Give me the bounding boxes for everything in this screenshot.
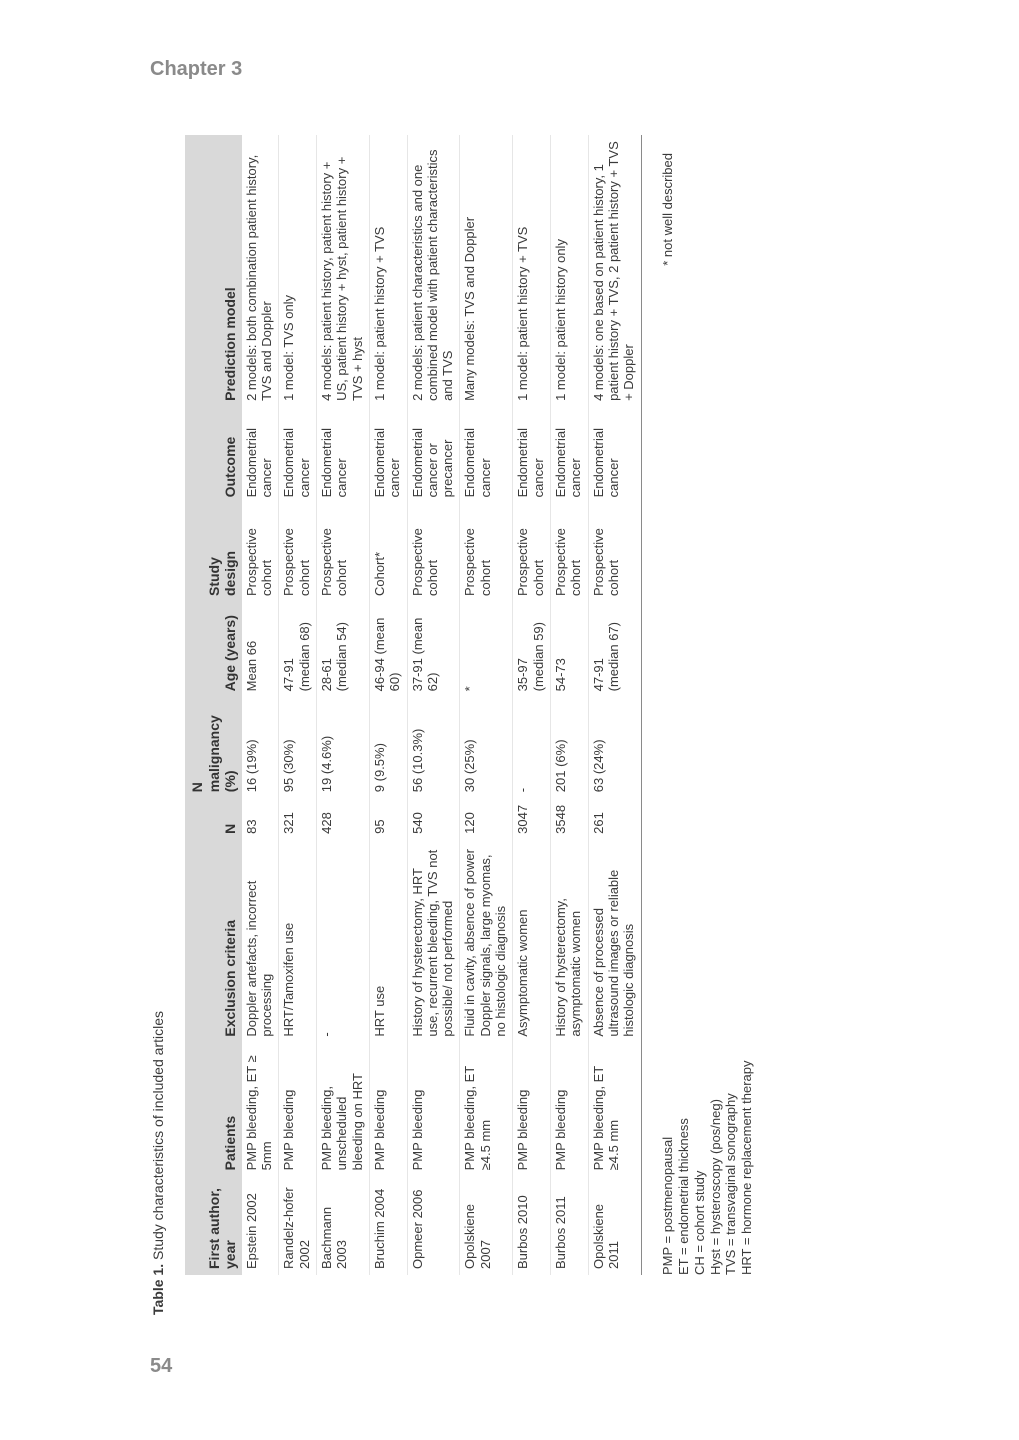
cell-author: Opmeer 2006 xyxy=(409,1189,425,1269)
cell-exclusion: Asymptomatic women xyxy=(515,909,531,1037)
cell-n: 95 xyxy=(371,819,387,834)
cell-n: 3047 xyxy=(515,804,531,834)
cell-model: 1 model: patient history + TVS xyxy=(371,226,387,401)
cell-patients: PMP bleeding, ET ≥ 5mm xyxy=(243,1055,274,1171)
cell-exclusion: HRT/Tamoxifen use xyxy=(281,922,297,1037)
cell-n: 3548 xyxy=(553,804,569,834)
cell-malignancy: 56 (10.3%) xyxy=(409,728,425,793)
cell-patients: PMP bleeding xyxy=(371,1089,387,1171)
table-caption xyxy=(150,1011,167,1315)
cell-n: 321 xyxy=(281,812,297,834)
cell-age: 46-94 (mean 60) xyxy=(371,617,403,692)
legend-item: PMP = postmenopausal xyxy=(660,1136,675,1275)
table-row xyxy=(407,135,460,1275)
cell-malignancy: 201 (6%) xyxy=(553,739,569,793)
abbreviation-legend xyxy=(660,1061,755,1276)
cell-model: 1 model: patient history + TVS xyxy=(515,226,531,401)
cell-n: 540 xyxy=(409,812,425,834)
table-row xyxy=(588,135,641,1275)
cell-malignancy: 63 (24%) xyxy=(590,739,606,793)
table-row xyxy=(279,135,317,1275)
cell-outcome: Endometrial cancer xyxy=(243,428,274,498)
cell-design: Prospective cohort xyxy=(515,528,546,597)
cell-exclusion: History of hysterectomy, asymptomatic women xyxy=(553,898,584,1037)
table-row xyxy=(460,135,513,1275)
cell-model: 4 models: one based on patient history, 1 patient history + TVS, 2 patient history + TVS + Doppler xyxy=(590,141,637,401)
table-row xyxy=(551,135,589,1275)
cell-age: * xyxy=(462,686,478,692)
cell-age: 54-73 xyxy=(553,658,569,692)
study-characteristics-table xyxy=(185,135,642,1275)
cell-exclusion: HRT use xyxy=(371,985,387,1037)
cell-outcome: Endometrial cancer xyxy=(371,428,403,498)
cell-outcome: Endometrial cancer xyxy=(318,428,350,498)
cell-author: Burbos 2010 xyxy=(515,1195,531,1269)
cell-author: Burbos 2011 xyxy=(553,1196,569,1269)
cell-malignancy: 95 (30%) xyxy=(281,739,297,793)
table-footnote: * not well described xyxy=(660,153,675,266)
cell-n: 83 xyxy=(243,819,259,834)
header-n-malignancy: N malignancy (%) xyxy=(185,697,242,798)
header-age: Age (years) xyxy=(185,602,242,697)
cell-model: 2 models: both combination patient history, TVS and Doppler xyxy=(243,154,274,401)
header-first-author: First author, year xyxy=(185,1176,242,1275)
page-number: 54 xyxy=(150,1355,173,1377)
cell-outcome: Endometrial cancer xyxy=(590,428,622,498)
cell-malignancy: 9 (9.5%) xyxy=(371,743,387,793)
cell-age: 47-91 (median 68) xyxy=(281,622,312,692)
cell-author: Epstein 2002 xyxy=(243,1193,259,1269)
cell-author: Randelz-hofer 2002 xyxy=(281,1187,312,1269)
cell-age: Mean 66 xyxy=(243,640,259,692)
table-row xyxy=(242,135,279,1275)
cell-n: 120 xyxy=(462,812,478,834)
header-prediction-model: Prediction model xyxy=(185,135,242,407)
legend-item: TVS = transvaginal sonography xyxy=(723,1093,739,1275)
cell-outcome: Endometrial cancer xyxy=(281,428,312,498)
cell-age: 28-61 (median 54) xyxy=(318,622,350,692)
cell-malignancy: 16 (19%) xyxy=(243,739,259,793)
cell-design: Cohort* xyxy=(371,551,387,597)
legend-item: HRT = hormone replacement therapy xyxy=(739,1060,755,1275)
cell-patients: PMP bleeding, ET ≥4.5 mm xyxy=(590,1066,622,1171)
cell-malignancy: 19 (4.6%) xyxy=(318,735,334,793)
table-header-row xyxy=(185,135,242,1275)
chapter-heading: Chapter 3 xyxy=(150,58,243,80)
cell-model: 4 models: patient history, patient history + US, patient history + hyst, patient history + TVS + hyst xyxy=(318,156,365,401)
cell-design: Prospective cohort xyxy=(409,528,440,597)
cell-malignancy: 30 (25%) xyxy=(462,739,478,793)
cell-age: 35-97 (median 59) xyxy=(515,622,546,692)
cell-author: Bachmann 2003 xyxy=(318,1206,350,1269)
cell-model: Many models: TVS and Doppler xyxy=(462,216,478,401)
cell-outcome: Endometrial cancer xyxy=(462,428,493,498)
cell-patients: PMP bleeding xyxy=(553,1089,569,1171)
cell-exclusion: Doppler artefacts, incorrect processing xyxy=(243,880,274,1037)
cell-design: Prospective cohort xyxy=(553,528,584,597)
legend-item: ET = endometrial thickness xyxy=(675,1118,691,1275)
cell-patients: PMP bleeding, ET ≥4.5 mm xyxy=(462,1066,493,1171)
cell-malignancy: - xyxy=(515,787,531,793)
cell-age: 47-91 (median 67) xyxy=(590,622,622,692)
header-study-design: Study design xyxy=(185,503,242,602)
table-row xyxy=(316,135,369,1275)
cell-outcome: Endometrial cancer or precancer xyxy=(409,428,456,498)
cell-model: 1 model: patient history only xyxy=(553,239,569,401)
header-outcome: Outcome xyxy=(185,407,242,503)
cell-author: Bruchim 2004 xyxy=(371,1188,387,1269)
cell-exclusion: - xyxy=(318,1032,334,1037)
cell-design: Prospective cohort xyxy=(243,528,274,597)
cell-patients: PMP bleeding xyxy=(409,1089,425,1171)
caption-text: Study characteristics of included articles xyxy=(150,1011,166,1264)
header-patients: Patients xyxy=(185,1043,242,1177)
cell-exclusion: Fluid in cavity, absence of power Doppler signals, large myomas, no histologic diagnosis xyxy=(462,849,509,1037)
cell-age: 37-91 (mean 62) xyxy=(409,617,440,692)
cell-exclusion: History of hysterectomy, HRT use, recurrent bleeding, TVS not possible/ not performed xyxy=(409,849,456,1037)
cell-model: 2 models: patient characteristics and one combined model with patient characteristics and TVS xyxy=(409,149,456,401)
cell-outcome: Endometrial cancer xyxy=(515,428,546,498)
cell-patients: PMP bleeding xyxy=(515,1089,531,1171)
cell-patients: PMP bleeding xyxy=(281,1089,297,1171)
legend-item: CH = cohort study xyxy=(691,1170,707,1275)
cell-author: Opolskiene 2011 xyxy=(590,1203,622,1269)
header-n: N xyxy=(185,798,242,840)
cell-n: 261 xyxy=(590,812,606,834)
cell-exclusion: Absence of processed ultrasound images or reliable histologic diagnosis xyxy=(590,869,637,1037)
cell-author: Opolskiene 2007 xyxy=(462,1203,493,1269)
legend-item: Hyst = hysteroscopy (pos/neg) xyxy=(707,1099,723,1275)
cell-outcome: Endometrial cancer xyxy=(553,428,584,498)
cell-design: Prospective cohort xyxy=(590,528,622,597)
rotated-table-area xyxy=(140,135,780,1315)
cell-patients: PMP bleeding, unscheduled bleeding on HRT xyxy=(318,1073,365,1171)
cell-n: 428 xyxy=(318,812,334,834)
cell-design: Prospective cohort xyxy=(281,528,312,597)
cell-design: Prospective cohort xyxy=(318,528,350,597)
header-exclusion-criteria: Exclusion criteria xyxy=(185,840,242,1043)
cell-design: Prospective cohort xyxy=(462,528,493,597)
table-row xyxy=(369,135,407,1275)
caption-label: Table 1. xyxy=(150,1263,166,1315)
cell-model: 1 model: TVS only xyxy=(281,294,297,401)
table-row xyxy=(513,135,551,1275)
